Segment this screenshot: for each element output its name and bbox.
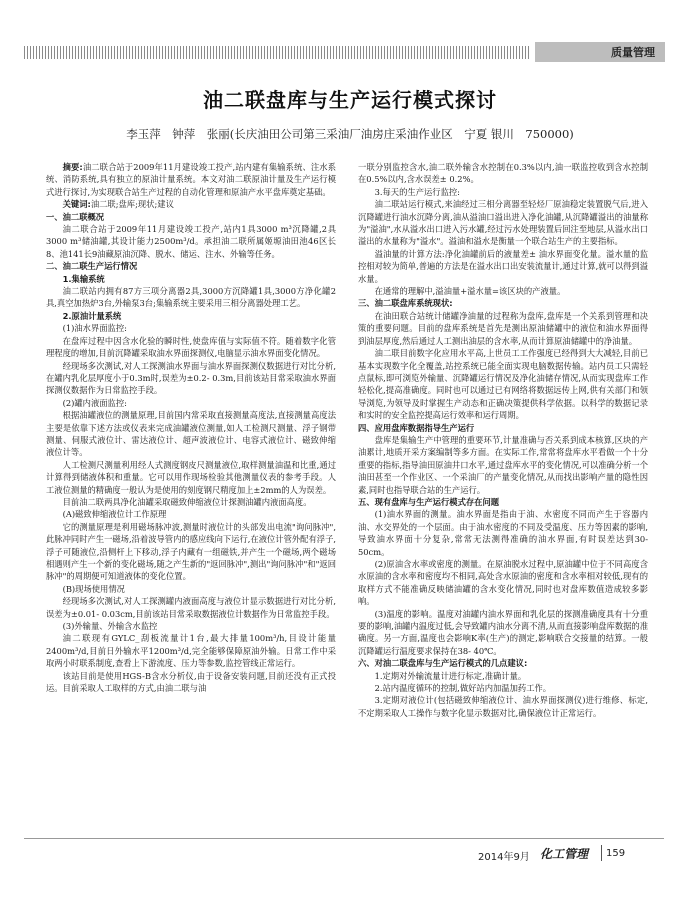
- footer-journal-name: 化工管理: [540, 847, 589, 861]
- paragraph: 油二联合站于2009年11月建设竣工投产,站内1具3000 m³沉降罐,2具3000 m³储油罐,其设计能力2500m³/d。承担油二联所属姬塬油田池46区长8、池141长9油藏原油沉降、脱水、储运、注水、外输等任务。: [46, 224, 336, 259]
- paragraph: 经现场多次测试,对人工探测罐内液面高度与液位计显示数据进行对比分析,误差为±0.01- 0.03cm,目前该站目常采取数据液位计数据作为日常监控手段。: [46, 596, 336, 619]
- keywords-text: 油二联;盘库;现状;建议: [90, 199, 174, 210]
- paragraph: (2)原油含水率或密度的测量。在原油脱水过程中,原油罐中位于不同高度含水原油的含水率和密度均不相同,高处含水原油的密度和含水率相对较低,现有的取样方式不能准确反映储油罐的含水变化情况,同时也对盘库数值造成较多影响。: [358, 559, 648, 607]
- paragraph: 3.每天的生产运行监控:: [374, 186, 460, 197]
- paragraph: 溢油量的计算方法:净化油罐前后的液量差± 油水界面变化量。溢水量的监控相对较为简单,普遍的方法是在溢水出口出安装流量计,通过计算,就可以得到溢水量。: [358, 248, 649, 284]
- page-number: 159: [606, 848, 626, 859]
- subsection-heading: 1.集输系统: [62, 273, 105, 284]
- abstract-text: 油二联合站于2009年11月建设竣工投产,站内建有集输系统、注水系统、消防系统,具有独立的原油计量系统。本文对油二联原油计量及生产运行模式进行探讨,为实现联合站生产过程的自动化管理和原油产水平盘库奠定基础。: [46, 162, 336, 197]
- article-title: 油二联盘库与生产运行模式探讨: [203, 88, 497, 112]
- paragraph: (3)外输量、外输含水监控: [62, 621, 158, 632]
- keywords-label: 关键词:: [62, 199, 91, 210]
- paragraph: 油二联现有GYLC_刮板流量计1台,最大排量100m³/h,目设计能量2400m³/d,目前日外输水平1200m³/d,完全能够保障原油外输。日常工作中采取两小时联系制度,查看上下游流度、压力等参数,监控管线正常运行。: [46, 633, 336, 669]
- paragraph: 经现场多次测试,对人工探测油水界面与油水界面探测仪数据进行对比分析,在罐内乳化层厚度小于0.3m时,误差为±0.2- 0.3m,目前该站目常采取油水界面探测仪数据作为日常监控手段。: [46, 360, 336, 396]
- paragraph: 油二联站内拥有87方三项分离器2具,3000方沉降罐1具,3000方净化罐2具,真空加热炉3台,外输泵3台;集输系统主要采用三相分离器处理工艺。: [46, 286, 336, 309]
- paragraph: 在盘库过程中因含水化验的瞬时性,使盘库值与实际值不符。随着数字化管理程度的增加,目前沉降罐采取油水界面探测仪,电脑显示油水界面变化情况。: [46, 335, 336, 359]
- article-authors: 李玉萍 钟萍 张丽(长庆油田公司第三采油厂油房庄采油作业区 宁夏 银川 750000): [126, 127, 574, 141]
- footer-date: 2014年9月: [478, 852, 530, 863]
- paragraph: 人工检测尺测量利用经人式测度钢皮尺测量液位,取样测量油温和比重,通过计算得到储液体积和重量。它可以用作现场检验其他测量仪表的参考手段。人工液位测量的精确度一般认为是使用的刻度钢尺精度加上±2mm的人为误差。: [46, 459, 336, 495]
- paragraph: 3.定期对液位计(包括磁致伸缩液位计、油水界面探测仪)进行维修、标定,不定期采取人工操作与数字化显示数据对比,确保液位计正常运行。: [358, 695, 648, 718]
- paragraph: 在通常的理解中,溢油量+溢水量=该区块的产液量。: [374, 286, 566, 297]
- paragraph: 它的测量原理是利用磁场脉冲波,测量时液位计的头部发出电流"询问脉冲",此脉冲同时产生一磁场,沿着波导管内的感应线向下运行,在液位计管外配有浮子,浮子可随液位,沿侧杆上下移动,浮子内藏有一组磁铁,并产生一个磁场,两个磁场相遇则产生一个新的变化磁场,随之产生新的"返回脉冲",测出"询问脉冲"和"返回脉冲"的周期便可知道液体的变化位置。: [46, 521, 337, 582]
- abstract-label: 摘要:: [62, 162, 83, 172]
- paragraph: 盘库是集输生产中管理的重要环节,计量准确与否关系到成本核算,区块的产油累计,地质开采方案编制等多方面。在实际工作,常常将盘库水平看做一个十分重要的指标,指导油田原油井口水平,通过盘库水平的变化情况,可以准确分析一个油田甚至一个作业区、一个采油厂的产量变化情况,从而找出影响产量的隐性因素,同时也指导联合站的生产运行。: [358, 434, 649, 495]
- paragraph: 1.定期对外输流量计进行标定,准确计量。: [374, 670, 527, 681]
- paragraph: (1)油水界面监控:: [62, 323, 127, 334]
- section-heading: 三、油二联盘库系统现状:: [358, 298, 453, 309]
- left-column: [46, 161, 336, 694]
- subsection-heading: 2.原油计量系统: [62, 310, 122, 321]
- paragraph: 一联分别监控含水,油二联外输含水控制在0.3%以内,油一联监控收到含水控制在0.5%以内,含水误差± 0.2%。: [358, 162, 648, 185]
- section-heading: 四、应用盘库数据指导生产运行: [358, 422, 475, 433]
- footer-rule: [24, 838, 664, 839]
- paragraph: (A)磁致伸缩液位计工作原理: [62, 509, 167, 520]
- paragraph: (3)温度的影响。温度对油罐内油水界面和乳化层的探测准确度具有十分重要的影响,油罐内温度过低,会导致罐内油水分离不清,从而直接影响盘库数据的准确度。另一方面,温度也会影响K率(生产)的测定,影响联合交接量的结算。一般沉降罐运行温度要求保持在38- 40℃。: [358, 608, 649, 656]
- paragraph: 根据油罐液位的测量原理,目前国内常采取直接测量高度法,直接测量高度法主要是依靠下述方法或仪表来完成油罐液位测量,如人工检测尺测量、浮子钢带测量、伺服式液位计、雷达液位计、超声波液位计、电容式液位计、磁致伸缩液位计等。: [46, 410, 336, 458]
- right-column: [358, 161, 648, 719]
- paragraph: (1)油水界面的测量。油水界面是指由于油、水密度不同而产生于容器内油、水交界处的一个层面。由于油水密度的不同及受温度、压力等因素的影响,导致油水界面十分复杂,常常无法测得准确的油水界面,有时误差达到30- 50cm。: [358, 509, 648, 557]
- section-heading: 一、油二联概况: [46, 211, 105, 222]
- keywords: [46, 198, 336, 210]
- paragraph: 油二联站运行模式,来油经过三相分离器至轻烃厂原油稳定装置脱气后,进入沉降罐进行油水沉降分离,油从溢油口溢出进入净化油罐,从沉降罐溢出的油量称为"溢油",水从溢水出口进入污水罐,经过污水处理装置后回注至地层,从溢水出口溢出的水量称为"溢水"。溢油和溢水是衡量一个联合站生产的主要指标。: [358, 199, 648, 247]
- section-label: 质量管理: [535, 42, 665, 62]
- paragraph: 2.站内温度循环的控制,做好站内加温加药工作。: [374, 683, 552, 694]
- paragraph: 在油田联合站统计储罐净油量的过程称为盘库,盘库是一个关系到管理和决策的重要问题。目前的盘库系统是首先是测出原油储罐中的液位和油水界面得到油层厚度,然后通过人工测出油层的含水率,从而计算原油储罐中的净油量。: [358, 310, 648, 346]
- paragraph: 目前油二联两具净化油罐采取磁致伸缩液位计探测油罐内液面高度。: [62, 496, 312, 507]
- header-stripe-decoration: [24, 46, 529, 59]
- section-heading: 六、对油二联盘库与生产运行模式的几点建议:: [358, 658, 528, 669]
- paragraph: 油二联目前数字化应用水平高,上世员工工作强度已经得到大大减轻,目前已基本实现数字化全覆盖,站控系统已能全面实现电脑数据传输。站内员工只需轻点鼠标,即可浏览外输量、沉降罐运行情况及净化油储存情况,从而实现盘库工作轻松化,提高准确度。同时也可以通过已有网络将数据远传上网,供有关部门和领导浏览,为领导及时掌握生产动态和正确决策提供科学依据。以科学的数据记录和实时的安全监控提高运行效率和运行周期。: [358, 348, 648, 421]
- section-heading: 二、油二联生产运行情况: [46, 261, 138, 272]
- paragraph: (B)现场使用情况: [62, 583, 125, 594]
- abstract: [46, 161, 336, 198]
- section-heading: 五、现有盘库与生产运行模式存在问题: [358, 496, 500, 507]
- paragraph: (2)罐内液面监控:: [62, 397, 127, 408]
- paragraph: 该站目前是使用HGS-B含水分析仪,由于设备安装问题,目前还没有正式投运。目前采取人工取样的方式,由油二联与油: [46, 670, 336, 694]
- footer-separator: [601, 845, 602, 861]
